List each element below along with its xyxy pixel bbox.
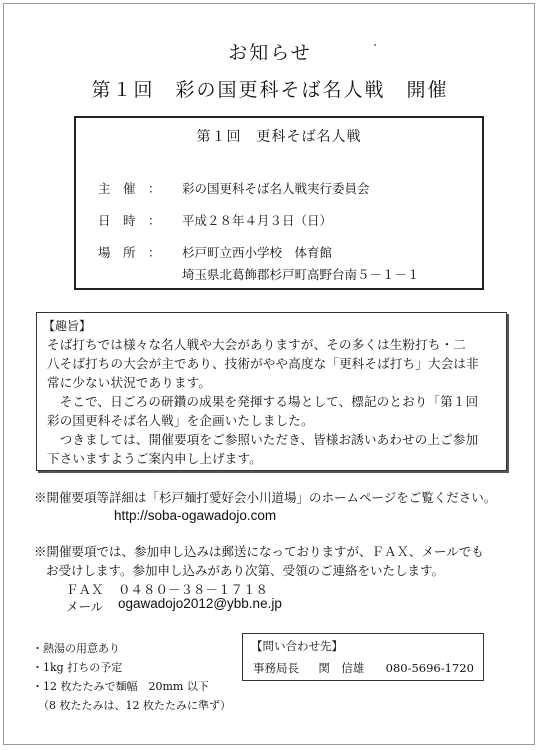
event-info-box [74, 116, 484, 290]
purpose-line: つきましては、開催要項をご参照いただき、皆様お誘いあわせの上ご参加 [47, 432, 479, 447]
mail-label: メール [66, 599, 104, 614]
bullet-eight-fold: （8 枚たたみは、12 枚たたみに準ず） [38, 699, 231, 712]
purpose-line: 常に少ない状況であります。 [47, 375, 212, 390]
purpose-line: そこで、日ごろの研鑽の成果を発揮する場として、標記のとおり「第１回 [47, 394, 479, 409]
fax-label: ＦＡＸ [66, 582, 104, 597]
organizer-label: 主 催 ： [98, 181, 161, 196]
contact-phone: 080-5696-1720 [385, 661, 474, 675]
purpose-line: 下さいますようご案内申し上げます。 [47, 451, 262, 466]
notice-title: お知らせ [228, 42, 312, 64]
contact-name: 関 信雄 [318, 661, 365, 675]
organizer-value: 彩の国更科そば名人戦実行委員会 [182, 181, 370, 196]
purpose-label: 【趣旨】 [43, 319, 92, 333]
date-value: 平成２８年４月３日（日） [182, 213, 333, 228]
application-note-line2: お受けします。参加申し込みがあり次第、受領のご連絡をいたします。 [46, 563, 445, 578]
contact-role: 事務局長 [253, 661, 299, 675]
purpose-line: 八そば打ちの大会が主であり、技術がやや高度な「更科そば打ち」大会は非 [47, 356, 479, 371]
details-note: ※開催要項等詳細は「杉戸麺打愛好会小川道場」のホームページをご覧ください。 [34, 490, 497, 505]
application-note-line1: ※開催要項では、参加申し込みは郵送になっておりますが、ＦＡＸ、メールでも [34, 544, 484, 559]
purpose-box [36, 312, 507, 471]
headline-title: 第１回 彩の国更科そば名人戦 開催 [91, 79, 449, 101]
contact-label: 【問い合わせ先】 [251, 639, 343, 653]
date-label: 日 時 ： [98, 213, 161, 228]
venue-value: 杉戸町立西小学校 体育館 [182, 245, 333, 260]
mail-address[interactable]: ogawadojo2012@ybb.ne.jp [118, 596, 282, 611]
bullet-hot-water: ・熱湯の用意あり [32, 642, 120, 655]
purpose-line: そば打ちでは様々な名人戦や大会がありますが、その多くは生粉打ち・二 [47, 337, 466, 352]
purpose-line: 彩の国更科そば名人戦」を企画いたしました。 [47, 413, 314, 428]
bullet-noodle-width: ・12 枚たたみで麺幅 20mm 以下 [32, 680, 209, 693]
homepage-url[interactable]: http://soba-ogawadojo.com [114, 508, 277, 523]
contact-row [253, 660, 474, 676]
bullet-1kg: ・1kg 打ちの予定 [32, 661, 123, 674]
venue-address: 埼玉県北葛飾郡杉戸町高野台南５－１－１ [182, 267, 420, 282]
fax-number: ０４８０－３８－１７１８ [118, 582, 269, 597]
event-heading: 第１回 更科そば名人戦 [196, 129, 362, 145]
contact-box [242, 633, 484, 681]
venue-label: 場 所 ： [98, 245, 161, 260]
